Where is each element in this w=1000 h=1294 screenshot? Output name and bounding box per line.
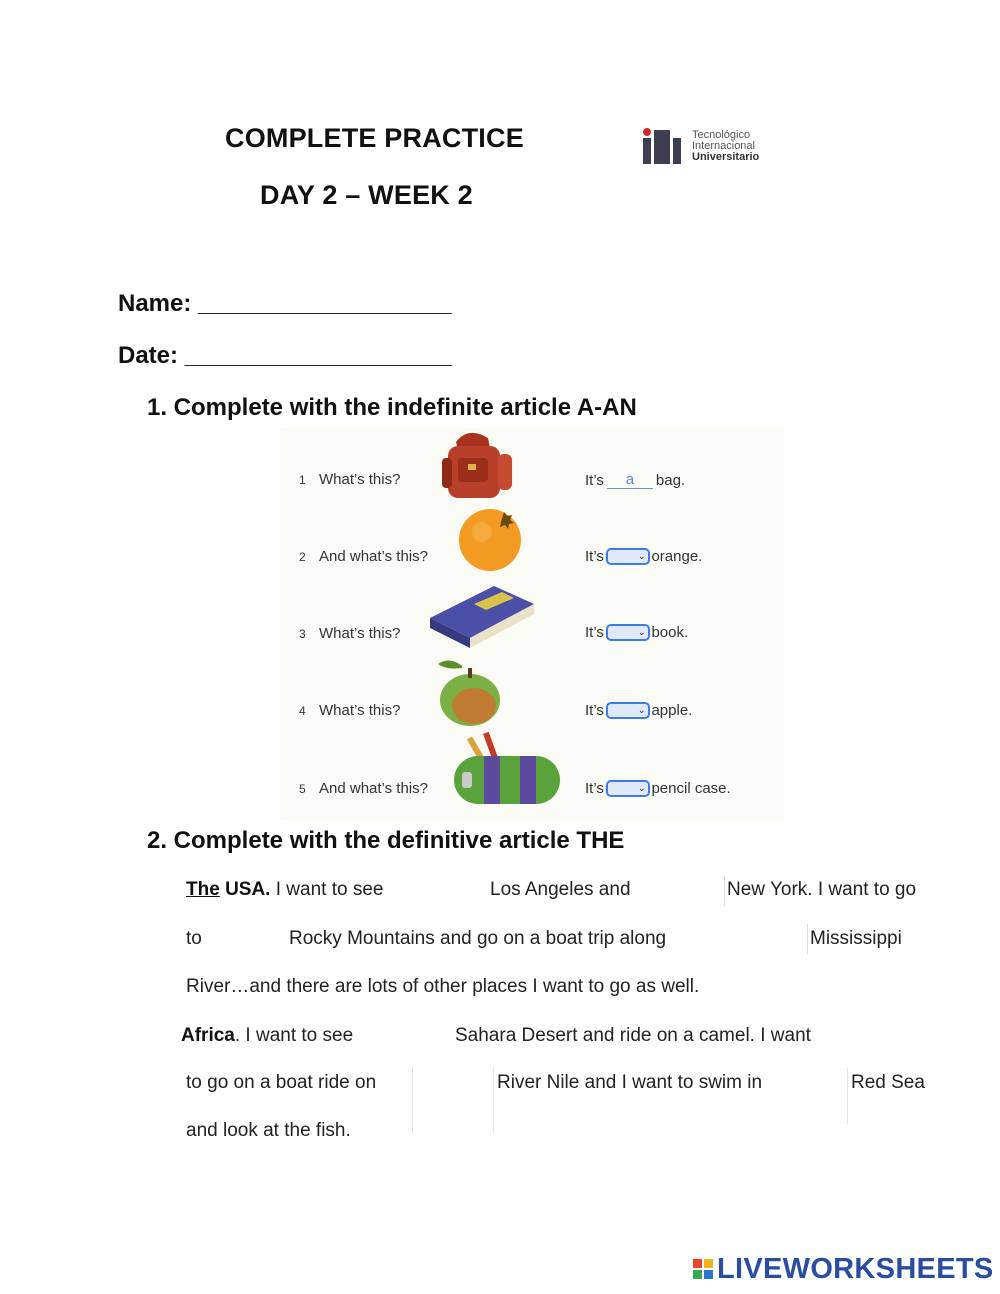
ex2-text: New York. I want to go	[727, 879, 917, 900]
country-africa: Africa	[181, 1025, 235, 1046]
question-text: What’s this?	[319, 471, 401, 488]
answer-input-1[interactable]	[405, 878, 487, 906]
chevron-down-icon: ⌄	[637, 783, 646, 793]
answer-suffix: apple.	[651, 702, 693, 719]
ex2-text: . I want to see	[234, 1025, 354, 1046]
answer-row-5	[585, 780, 731, 797]
answer-prefix: It’s	[585, 471, 604, 489]
country-usa: USA.	[225, 879, 271, 900]
iti-logo-mark	[643, 128, 684, 164]
answer-row-4	[585, 702, 692, 719]
backpack-icon	[438, 428, 518, 502]
answer-suffix: orange.	[651, 548, 703, 565]
ex2-text: to	[186, 928, 202, 949]
answer-input-5[interactable]	[370, 1020, 452, 1050]
answer-suffix: pencil case.	[651, 780, 731, 797]
question-text: What’s this?	[319, 625, 401, 642]
question-number: 4	[299, 704, 306, 718]
answer-prefix: It’s	[585, 624, 604, 641]
question-number: 1	[299, 473, 306, 487]
liveworksheets-wordmark: LIVEWORKSHEETS	[717, 1252, 994, 1285]
logo-bar-i2	[673, 138, 681, 164]
brand-square	[704, 1259, 713, 1268]
question-text: And what’s this?	[319, 780, 428, 797]
ex2-line-4a	[181, 1025, 353, 1047]
worksheet-title: COMPLETE PRACTICE	[225, 123, 524, 153]
ex2-line-1a	[186, 879, 383, 901]
apple-icon	[428, 656, 512, 728]
answer-prefix: It’s	[585, 702, 604, 719]
brand-square	[693, 1259, 702, 1268]
pencil-case-icon	[444, 732, 566, 812]
logo-bar-i	[643, 138, 651, 164]
chevron-down-icon: ⌄	[637, 551, 646, 561]
question-number: 5	[299, 782, 306, 796]
brand-square	[704, 1270, 713, 1279]
liveworksheets-logo	[693, 1254, 994, 1284]
answer-input-2[interactable]	[647, 876, 725, 906]
logo-dot-icon	[643, 128, 651, 136]
chevron-down-icon: ⌄	[637, 627, 646, 637]
liveworksheets-mark-icon	[693, 1259, 713, 1279]
exercise1-panel	[280, 428, 784, 820]
iti-logo-text	[692, 130, 759, 163]
brand-square	[693, 1270, 702, 1279]
answer-input-7[interactable]	[788, 1068, 848, 1124]
orange-icon	[454, 504, 526, 572]
logo-line-1: Tecnológico	[692, 128, 751, 141]
exercise2-heading: 2. Complete with the definitive article THE	[147, 827, 625, 854]
ex2-text: River Nile and I want to swim in	[497, 1072, 763, 1093]
logo-line-3: Universitario	[692, 150, 760, 163]
ex2-text: to go on a boat ride on	[186, 1072, 377, 1093]
ex2-text: Mississippi	[810, 928, 902, 949]
answer-suffix: bag.	[655, 471, 686, 489]
date-field: Date: ____________________	[118, 342, 452, 369]
answer-filled-example: a	[607, 471, 653, 489]
iti-logo	[643, 126, 773, 166]
answer-row-1	[585, 471, 685, 489]
book-icon	[424, 578, 538, 650]
question-number: 3	[299, 627, 306, 641]
question-number: 2	[299, 550, 306, 564]
worksheet-subtitle: DAY 2 – WEEK 2	[260, 180, 473, 210]
chevron-down-icon: ⌄	[637, 705, 646, 715]
logo-bar-t	[654, 130, 670, 164]
ex2-text: Los Angeles and	[490, 879, 631, 900]
exercise1-heading: 1. Complete with the indefinite article A-AN	[147, 394, 637, 421]
example-answer: The	[186, 879, 220, 900]
answer-row-2	[585, 548, 702, 565]
ex2-text: Red Sea	[851, 1072, 925, 1093]
ex2-text: River…and there are lots of other places I want to go as well.	[186, 976, 700, 997]
question-text: And what’s this?	[319, 548, 428, 565]
ex2-text: Sahara Desert and ride on a camel. I want	[455, 1025, 811, 1046]
question-text: What’s this?	[319, 702, 401, 719]
answer-input-6[interactable]	[412, 1068, 494, 1132]
answer-suffix: book.	[651, 624, 689, 641]
answer-prefix: It’s	[585, 780, 604, 797]
ex2-text: and look at the fish.	[186, 1120, 351, 1141]
ex2-text: Rocky Mountains and go on a boat trip along	[289, 928, 667, 949]
answer-row-3	[585, 624, 688, 641]
logo-line-2: Internacional	[692, 139, 755, 152]
answer-input-4[interactable]	[724, 924, 808, 954]
name-field: Name: ___________________	[118, 290, 452, 317]
ex2-text: I want to see	[275, 879, 384, 900]
answer-input-3[interactable]	[204, 924, 286, 954]
answer-prefix: It’s	[585, 548, 604, 565]
